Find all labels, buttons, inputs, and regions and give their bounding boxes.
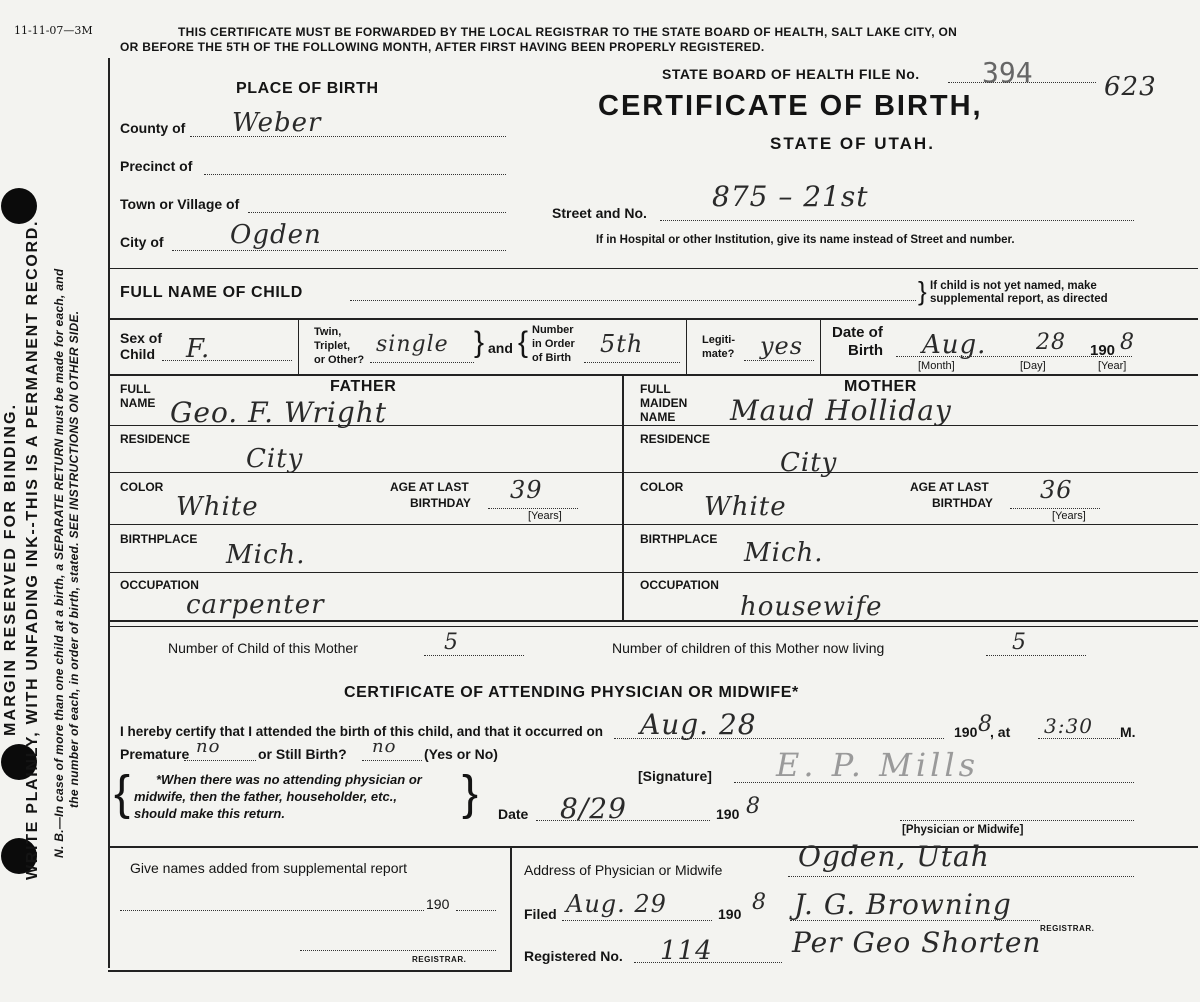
order-label3: of Birth <box>532 352 572 364</box>
father-residence-value: City <box>246 444 304 474</box>
dob-month-value: Aug. <box>922 330 987 360</box>
mother-birthplace-value: Mich. <box>744 538 824 568</box>
margin-nb-line1: N. B.—In case of more than one child at a birth, a SEPARATE RETURN must be made for each, and <box>52 268 66 858</box>
and-label: and <box>488 340 513 356</box>
father-color-value: White <box>176 492 259 522</box>
address-label: Address of Physician or Midwife <box>524 862 723 878</box>
mother-residence-value: City <box>780 448 838 478</box>
stillbirth-label: or Still Birth? <box>258 746 347 762</box>
place-of-birth-heading: PLACE OF BIRTH <box>236 80 379 97</box>
bottom-section-rule <box>108 846 1198 848</box>
mother-residence-label: RESIDENCE <box>640 432 711 446</box>
unnamed-note-line1: If child is not yet named, make <box>930 280 1097 292</box>
mother-occupation-label: OCCUPATION <box>640 578 719 592</box>
margin-ink-text: WRITE PLAINLY, WITH UNFADING INK--THIS IS A PERMANENT RECORD. <box>24 219 41 880</box>
legit-value: yes <box>760 332 804 360</box>
mother-name-label3: NAME <box>640 410 676 424</box>
sex-label2: Child <box>120 346 155 362</box>
notice-line2: OR BEFORE THE 5TH OF THE FOLLOWING MONTH, AFTER FIRST HAVING BEEN PROPERLY REGISTERED. <box>120 40 765 54</box>
rule-child-row-top <box>108 318 1198 320</box>
filed-label: Filed <box>524 906 557 922</box>
sex-value: F. <box>186 334 211 364</box>
physician-caption: [Physician or Midwife] <box>902 824 1024 836</box>
twin-label2: Triplet, <box>314 340 351 352</box>
mother-occupation-value: housewife <box>740 592 883 622</box>
children-count-value: 5 <box>444 630 459 655</box>
mother-age-value: 36 <box>1040 476 1073 504</box>
county-label: County of <box>120 120 186 136</box>
father-age-label2: BIRTHDAY <box>410 496 471 510</box>
certify-text: I hereby certify that I attended the birth of this child, and that it occurred on <box>120 724 604 739</box>
form-code: 11-11-07—3M <box>14 24 93 37</box>
margin-reserved-text: MARGIN RESERVED FOR BINDING. <box>2 402 19 736</box>
premature-line <box>184 760 256 761</box>
order-value: 5th <box>600 330 644 358</box>
supplemental-registrar-caption: REGISTRAR. <box>412 955 467 964</box>
address-line <box>788 876 1134 877</box>
dob-day-value: 28 <box>1036 330 1066 355</box>
father-heading: FATHER <box>330 378 397 395</box>
supplemental-label: Give names added from supplemental report <box>130 860 408 876</box>
registered-value: 114 <box>660 936 713 966</box>
dob-label1: Date of <box>832 324 883 341</box>
physician-note-line1: *When there was no attending physician or <box>156 772 422 787</box>
order-label2: in Order <box>532 338 575 350</box>
supplemental-registrar-line <box>300 950 496 951</box>
mother-residence-rule <box>624 472 1198 473</box>
filed-year-suffix: 8 <box>752 890 767 915</box>
living-count-line <box>986 655 1086 656</box>
supplemental-line2 <box>456 910 496 911</box>
father-birthplace-label: BIRTHPLACE <box>120 532 198 546</box>
date-year-prefix: 190 <box>716 806 740 822</box>
date-label: Date <box>498 806 529 822</box>
twin-value: single <box>376 332 449 357</box>
children-count-line <box>424 655 524 656</box>
certificate-subtitle: STATE OF UTAH. <box>770 134 935 153</box>
unnamed-brace: } <box>918 276 927 306</box>
city-line <box>172 250 506 251</box>
father-residence-rule <box>108 472 622 473</box>
divider-legit <box>820 318 821 374</box>
living-count-label: Number of children of this Mother now living <box>612 640 885 656</box>
filed-value: Aug. 29 <box>566 890 667 918</box>
father-years-caption: [Years] <box>528 510 562 522</box>
dob-label2: Birth <box>848 342 883 359</box>
supplemental-divider <box>510 846 512 970</box>
stillbirth-line <box>362 760 422 761</box>
precinct-line <box>204 174 506 175</box>
mother-age-line <box>1010 508 1100 509</box>
father-name-label2: NAME <box>120 396 156 410</box>
children-count-label: Number of Child of this Mother <box>168 640 358 656</box>
signature-value: E. P. Mills <box>776 746 979 784</box>
mother-years-caption: [Years] <box>1052 510 1086 522</box>
hospital-note: If in Hospital or other Institution, give its name instead of Street and number. <box>596 234 1015 246</box>
order-label1: Number <box>532 324 574 336</box>
child-name-line <box>350 300 916 301</box>
sex-label1: Sex of <box>120 330 163 346</box>
unnamed-note-line2: supplemental report, as directed <box>930 293 1108 305</box>
town-line <box>248 212 506 213</box>
mother-name-value: Maud Holliday <box>730 394 952 427</box>
mother-heading: MOTHER <box>844 378 917 395</box>
legit-label2: mate? <box>702 348 735 360</box>
registrar-signature-line <box>790 920 1040 921</box>
address-value: Ogden, Utah <box>798 840 990 873</box>
mother-age-label1: AGE AT LAST <box>910 480 989 494</box>
order-brace: { <box>518 326 529 359</box>
street-value: 875 – 21st <box>712 180 869 213</box>
divider-order <box>686 318 687 374</box>
physician-heading: CERTIFICATE OF ATTENDING PHYSICIAN OR MIDWIFE* <box>344 684 799 701</box>
child-name-label: FULL NAME OF CHILD <box>120 284 303 301</box>
father-age-line <box>488 508 578 509</box>
sex-line <box>162 360 292 361</box>
at-label: , at <box>990 724 1011 740</box>
registered-label: Registered No. <box>524 948 623 964</box>
occurred-date-value: Aug. 28 <box>640 708 757 741</box>
divider-sex <box>298 318 299 374</box>
supplemental-line1 <box>120 910 424 911</box>
dob-year-prefix: 190 <box>1090 342 1116 359</box>
per-signature: Per Geo Shorten <box>792 926 1042 959</box>
binding-hole-top <box>1 188 37 224</box>
father-age-label1: AGE AT LAST <box>390 480 469 494</box>
certificate-title: CERTIFICATE OF BIRTH, <box>598 90 983 122</box>
father-birthplace-rule <box>108 572 622 573</box>
filed-year-prefix: 190 <box>718 906 742 922</box>
legit-label1: Legiti- <box>702 334 735 346</box>
twin-label3: or Other? <box>314 354 365 366</box>
signature-label: [Signature] <box>638 768 712 784</box>
day-caption: [Day] <box>1020 360 1046 372</box>
father-age-value: 39 <box>510 476 543 504</box>
stillbirth-value: no <box>372 736 397 757</box>
mother-color-rule <box>624 524 1198 525</box>
time-value: 3:30 <box>1044 714 1093 738</box>
note-brace-left: { <box>114 767 131 820</box>
mother-color-value: White <box>704 492 787 522</box>
mother-birthplace-rule <box>624 572 1198 573</box>
rule-before-name <box>108 268 1198 269</box>
premature-label: Premature <box>120 746 190 762</box>
city-value: Ogden <box>230 220 322 250</box>
mother-age-label2: BIRTHDAY <box>932 496 993 510</box>
rule-child-row-bottom <box>108 374 1198 376</box>
father-color-rule <box>108 524 622 525</box>
father-occupation-value: carpenter <box>186 590 325 620</box>
dob-year-suffix: 8 <box>1120 330 1135 355</box>
occurred-year-prefix: 190 <box>954 724 978 740</box>
parents-bottom-rule2 <box>108 626 1198 627</box>
twin-label1: Twin, <box>314 326 342 338</box>
frame-left <box>108 58 110 968</box>
county-value: Weber <box>232 108 322 138</box>
file-number-value: 394 <box>982 56 1033 89</box>
parents-divider <box>622 374 624 620</box>
father-name-label1: FULL <box>120 382 151 396</box>
file-number-line <box>948 82 1096 83</box>
bottom-border <box>108 970 512 972</box>
month-caption: [Month] <box>918 360 955 372</box>
notice-line1: THIS CERTIFICATE MUST BE FORWARDED BY THE LOCAL REGISTRAR TO THE STATE BOARD OF HEALTH, SALT LAKE CITY, ON <box>178 25 958 39</box>
year-caption: [Year] <box>1098 360 1127 372</box>
filed-line <box>562 920 712 921</box>
mother-birthplace-label: BIRTHPLACE <box>640 532 718 546</box>
street-line <box>660 220 1134 221</box>
twin-line <box>370 362 474 363</box>
occurred-year-suffix: 8 <box>978 712 993 737</box>
twin-brace: } <box>474 326 485 359</box>
father-color-label: COLOR <box>120 480 164 494</box>
yes-no-label: (Yes or No) <box>424 746 498 762</box>
father-residence-label: RESIDENCE <box>120 432 191 446</box>
mother-name-label2: MAIDEN <box>640 396 688 410</box>
town-label: Town or Village of <box>120 196 240 212</box>
mother-color-label: COLOR <box>640 480 684 494</box>
living-count-value: 5 <box>1012 630 1027 655</box>
parents-bottom-rule <box>108 620 1198 622</box>
precinct-label: Precinct of <box>120 158 193 174</box>
physician-note-line2: midwife, then the father, householder, etc., <box>134 789 397 804</box>
filing-registrar-caption: REGISTRAR. <box>1040 924 1095 933</box>
date-value: 8/29 <box>560 792 627 825</box>
m-label: M. <box>1120 724 1136 740</box>
street-label: Street and No. <box>552 205 647 221</box>
note-brace-right: } <box>462 767 479 820</box>
mother-name-rule <box>624 425 1198 426</box>
physician-caption-line <box>900 820 1134 821</box>
city-label: City of <box>120 234 164 250</box>
supplemental-year-prefix: 190 <box>426 896 450 912</box>
registrar-signature: J. G. Browning <box>794 888 1012 921</box>
date-year-suffix: 8 <box>746 794 761 819</box>
premature-value: no <box>196 736 221 757</box>
father-birthplace-value: Mich. <box>226 540 306 570</box>
father-name-rule <box>108 425 622 426</box>
file-number-label: STATE BOARD OF HEALTH FILE No. <box>662 66 920 82</box>
legit-line <box>744 360 814 361</box>
father-occupation-label: OCCUPATION <box>120 578 199 592</box>
father-name-value: Geo. F. Wright <box>170 396 388 429</box>
margin-nb-line2: the number of each, in order of birth, stated. SEE INSTRUCTIONS ON OTHER SIDE. <box>67 310 81 808</box>
order-line <box>584 362 680 363</box>
physician-note-line3: should make this return. <box>134 806 285 821</box>
mother-name-label1: FULL <box>640 382 671 396</box>
corner-number: 623 <box>1104 72 1157 102</box>
time-line <box>1038 738 1120 739</box>
